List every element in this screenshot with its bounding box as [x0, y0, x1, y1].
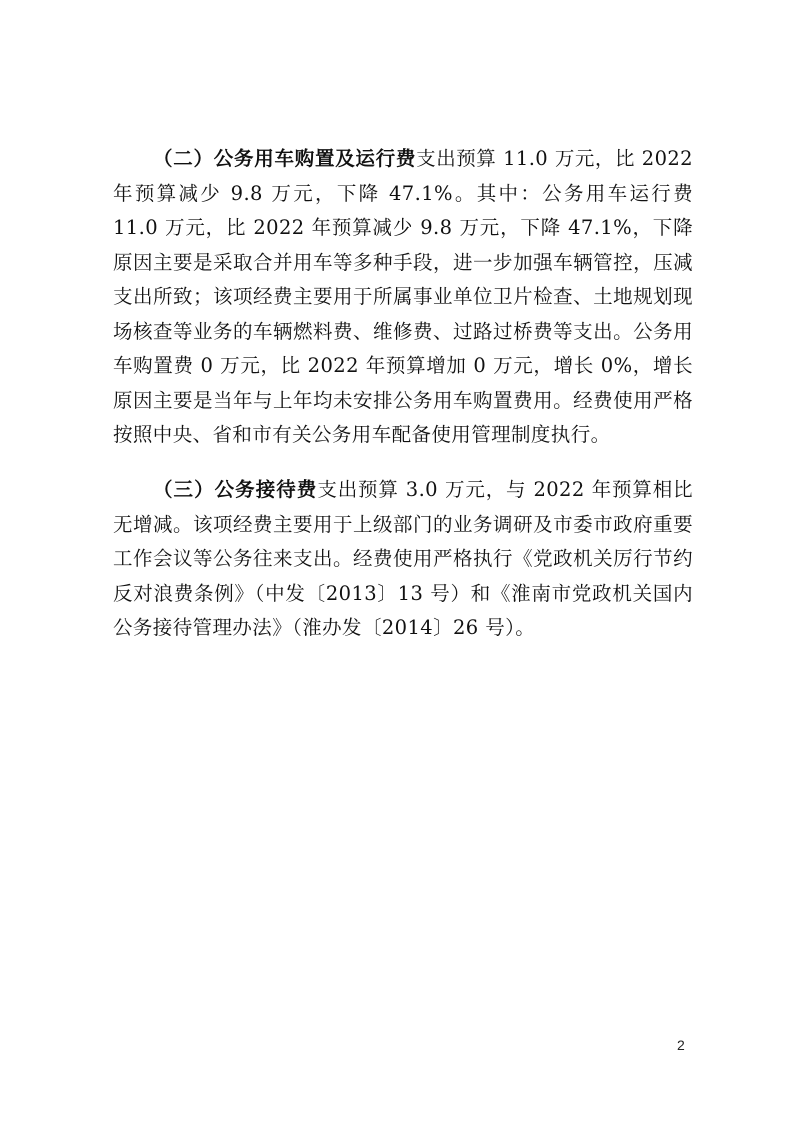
page-number: 2: [677, 1037, 685, 1053]
section-body: 支出预算 11.0 万元，比 2022 年预算减少 9.8 万元，下降 47.1%。其中：公务用车运行费 11.0 万元，比 2022 年预算减少 9.8 万元，下降 47.1%，下降原因主要是采取合并用车等多种手段，进一步加强车辆管控，压减支出所致；该项经费主要用于所属事业单位卫片检查、土地规划现场核查等业务的车辆燃料费、维修费、过路过桥费等支出。公务用车购置费 0 万元，比 2022 年预算增加 0 万元，增长 0%，增长原因主要是当年与上年均未安排公务用车购置费用。经费使用严格按照中央、省和市有关公务用车配备使用管理制度执行。: [113, 147, 693, 446]
section-body: 支出预算 3.0 万元，与 2022 年预算相比无增减。该项经费主要用于上级部门的业务调研及市委市政府重要工作会议等公务往来支出。经费使用严格执行《党政机关厉行节约反对浪费条例》（中发〔2013〕13 号）和《淮南市党政机关国内公务接待管理办法》（淮办发〔2014〕26 号）。: [113, 478, 693, 639]
section-heading: （二）公务用车购置及运行费: [153, 147, 417, 170]
section-heading: （三）公务接待费: [153, 478, 318, 501]
section-reception-expenses: [113, 473, 693, 646]
section-vehicle-expenses: [113, 142, 693, 453]
